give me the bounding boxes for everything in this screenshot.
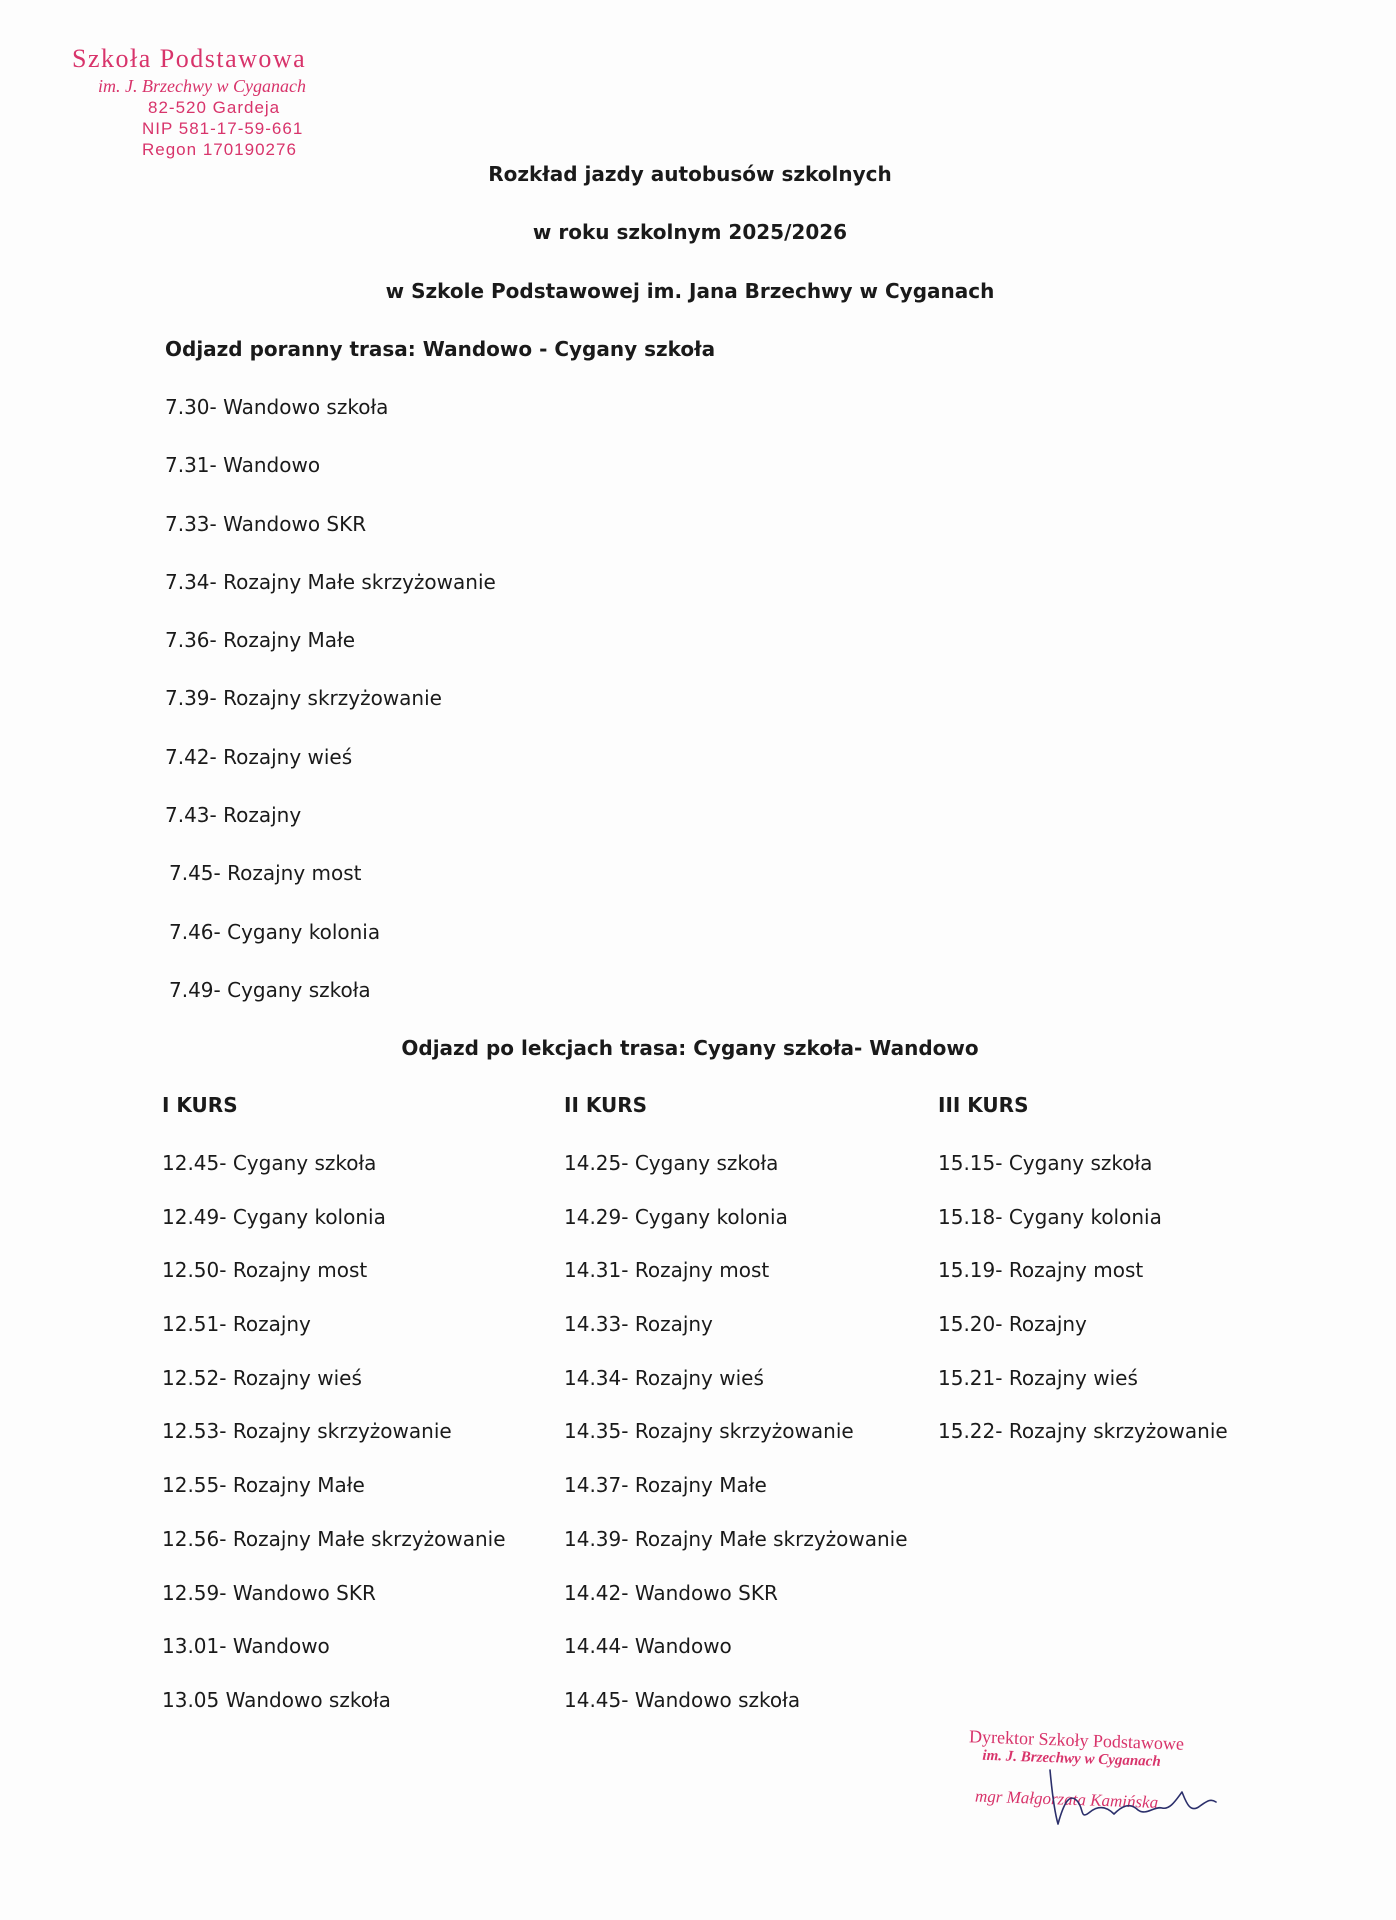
list-item: 7.31- Wandowo — [165, 453, 321, 478]
list-item: 14.34- Rozajny wieś — [564, 1365, 764, 1390]
stamp-regon: Regon 170190276 — [142, 140, 297, 159]
list-item: 15.19- Rozajny most — [938, 1258, 1144, 1283]
school-name-heading: w Szkole Podstawowej im. Jana Brzechwy w Cyganach — [385, 279, 995, 303]
course-stop-list — [564, 1151, 908, 1742]
list-item: 14.25- Cygany szkoła — [564, 1151, 779, 1175]
course-stop-list — [938, 1151, 1228, 1473]
list-item: 12.45- Cygany szkoła — [162, 1151, 377, 1175]
list-item: 7.46- Cygany kolonia — [169, 919, 381, 944]
school-year: w roku szkolnym 2025/2026 — [532, 220, 848, 244]
list-item: 12.53- Rozajny skrzyżowanie — [162, 1419, 452, 1444]
course-column-1 — [162, 1093, 506, 1742]
list-item: 12.56- Rozajny Małe skrzyżowanie — [162, 1526, 506, 1551]
document-title: Rozkład jazdy autobusów szkolnych — [488, 162, 892, 186]
list-item: 12.52- Rozajny wieś — [162, 1365, 362, 1390]
list-item: 12.55- Rozajny Małe — [162, 1473, 365, 1498]
list-item: 7.30- Wandowo szkoła — [165, 395, 389, 419]
list-item: 14.45- Wandowo szkoła — [564, 1687, 801, 1712]
morning-stop-list — [165, 395, 496, 1036]
list-item: 14.37- Rozajny Małe — [564, 1473, 767, 1498]
list-item: 15.15- Cygany szkoła — [938, 1151, 1153, 1175]
stamp-address: 82-520 Gardeja — [148, 98, 281, 117]
list-item: 7.34- Rozajny Małe skrzyżowanie — [165, 569, 496, 594]
list-item: 7.45- Rozajny most — [169, 861, 362, 886]
course-heading: II KURS — [564, 1093, 648, 1117]
director-stamp-patron: im. J. Brzechwy w Cyganach — [982, 1747, 1161, 1770]
list-item: 15.22- Rozajny skrzyżowanie — [938, 1419, 1228, 1444]
list-item: 7.49- Cygany szkoła — [169, 977, 371, 1002]
list-item: 14.44- Wandowo — [564, 1634, 732, 1659]
course-stop-list — [162, 1151, 506, 1742]
stamp-patron: im. J. Brzechwy w Cyganach — [98, 76, 306, 96]
list-item: 12.49- Cygany kolonia — [162, 1204, 386, 1229]
course-column-2 — [564, 1093, 908, 1742]
director-stamp-name: mgr Małgorzata Kamińska — [974, 1786, 1159, 1812]
list-item: 14.39- Rozajny Małe skrzyżowanie — [564, 1526, 908, 1551]
list-item: 7.33- Wandowo SKR — [165, 511, 367, 536]
morning-route-title: Odjazd poranny trasa: Wandowo - Cygany szkoła — [165, 337, 716, 361]
course-heading: III KURS — [938, 1093, 1029, 1117]
list-item: 14.29- Cygany kolonia — [564, 1204, 788, 1229]
list-item: 14.33- Rozajny — [564, 1312, 713, 1337]
list-item: 7.39- Rozajny skrzyżowanie — [165, 686, 442, 711]
list-item: 14.35- Rozajny skrzyżowanie — [564, 1419, 854, 1444]
list-item: 14.42- Wandowo SKR — [564, 1580, 778, 1605]
list-item: 14.31- Rozajny most — [564, 1258, 770, 1283]
afternoon-route-title: Odjazd po lekcjach trasa: Cygany szkoła- Wandowo — [401, 1036, 979, 1060]
course-column-3 — [938, 1093, 1228, 1473]
list-item: 7.42- Rozajny wieś — [165, 744, 353, 769]
list-item: 12.51- Rozajny — [162, 1312, 311, 1337]
list-item: 15.20- Rozajny — [938, 1312, 1087, 1337]
stamp-nip: NIP 581-17-59-661 — [142, 119, 304, 138]
list-item: 12.59- Wandowo SKR — [162, 1580, 376, 1605]
list-item: 7.36- Rozajny Małe — [165, 628, 356, 653]
school-stamp — [72, 44, 306, 160]
list-item: 15.18- Cygany kolonia — [938, 1204, 1162, 1229]
list-item: 15.21- Rozajny wieś — [938, 1365, 1138, 1390]
course-heading: I KURS — [162, 1093, 238, 1117]
list-item: 13.05 Wandowo szkoła — [162, 1687, 391, 1712]
signature-icon — [1030, 1762, 1220, 1832]
list-item: 13.01- Wandowo — [162, 1634, 330, 1659]
list-item: 7.43- Rozajny — [165, 803, 302, 828]
director-stamp-title: Dyrektor Szkoły Podstawowe — [968, 1726, 1185, 1754]
stamp-school-name: Szkoła Podstawowa — [72, 44, 307, 73]
list-item: 12.50- Rozajny most — [162, 1258, 368, 1283]
